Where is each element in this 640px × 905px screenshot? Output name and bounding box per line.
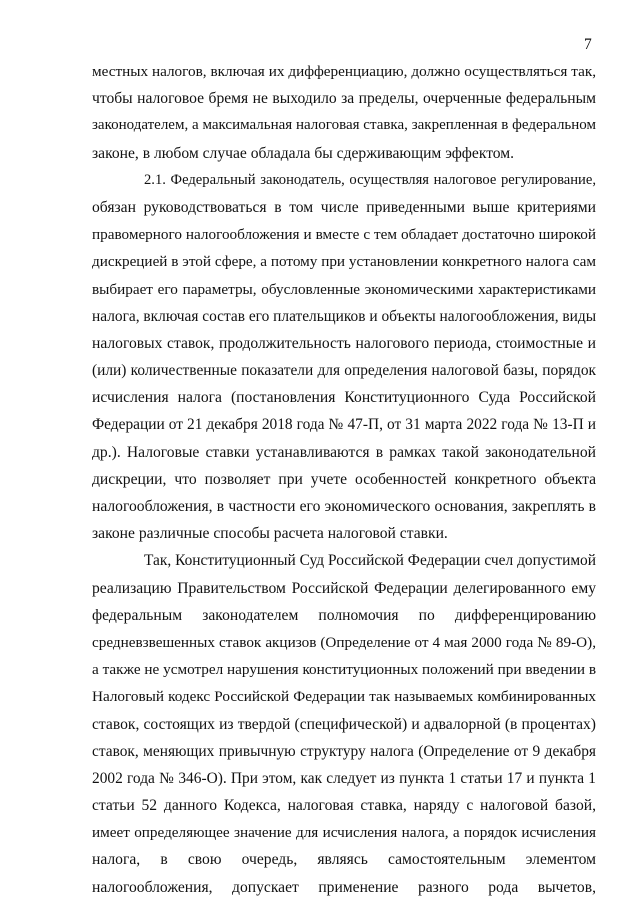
text-line: чтобы налоговое бремя не выходило за пределы, очерченные федеральным [92, 90, 596, 108]
text-line: Федерации от 21 декабря 2018 года № 47-П, от 31 марта 2022 года № 13-П и [92, 416, 596, 434]
text-line: налоговых ставок, продолжительность налогового периода, стоимостные и [92, 334, 596, 352]
text-line: федеральным законодателем полномочия по дифференцированию [92, 606, 596, 624]
text-line: 2.1. Федеральный законодатель, осуществляя налоговое регулирование, [144, 171, 596, 188]
text-line: имеет определяющее значение для исчисления налога, а порядок исчисления [92, 824, 596, 842]
text-line: а также не усмотрел нарушения конституционных положений при введении в [92, 661, 596, 679]
text-line: выбирает его параметры, обусловленные экономическими характеристиками [92, 280, 596, 298]
text-line: законе различные способы расчета налоговой ставки. [92, 525, 448, 543]
text-line: дискрецией в этой сфере, а потому при установлении конкретного налога сам [92, 253, 596, 271]
text-line: статьи 52 данного Кодекса, налоговая ставка, наряду с налоговой базой, [92, 797, 596, 815]
text-line: законе, в любом случае обладала бы сдерживающим эффектом. [92, 144, 515, 162]
text-line: реализацию Правительством Российской Федерации делегированного ему [92, 579, 596, 597]
text-line: 2002 года № 346-О). При этом, как следует из пункта 1 статьи 17 и пункта 1 [92, 769, 596, 787]
text-line: ставок, состоящих из твердой (специфической) и адвалорной (в процентах) [92, 715, 596, 733]
text-line: др.). Налоговые ставки устанавливаются в рамках такой законодательной [92, 443, 596, 461]
page-number: 7 [584, 36, 592, 53]
text-line: ставок, меняющих привычную структуру налога (Определение от 9 декабря [92, 742, 596, 760]
text-line: налогообложения, в частности его экономического основания, закреплять в [92, 498, 596, 515]
body-text [92, 58, 596, 901]
text-line: налогообложения, допускает применение разного рода вычетов, [92, 878, 596, 896]
text-line: местных налогов, включая их дифференциацию, должно осуществляться так, [92, 63, 596, 80]
text-line: Так, Конституционный Суд Российской Федерации счел допустимой [144, 552, 596, 570]
text-line: правомерного налогообложения и вместе с тем обладает достаточно широкой [92, 226, 596, 244]
text-line: средневзвешенных ставок акцизов (Определение от 4 мая 2000 года № 89-О), [92, 633, 596, 651]
text-line: законодателем, а максимальная налоговая ставка, закрепленная в федеральном [92, 117, 596, 134]
text-line: обязан руководствоваться в том числе приведенными выше критериями [92, 198, 596, 216]
text-line: Налоговый кодекс Российской Федерации так называемых комбинированных [92, 688, 596, 706]
text-line: (или) количественные показатели для определения налоговой базы, порядок [92, 362, 596, 380]
text-line: налога, в свою очередь, являясь самостоятельным элементом [92, 851, 596, 869]
text-line: дискреции, что позволяет при учете особенностей конкретного объекта [92, 470, 596, 488]
text-line: исчисления налога (постановления Конституционного Суда Российской [92, 389, 596, 407]
text-line: налога, включая состав его плательщиков и объекты налогообложения, виды [92, 307, 597, 325]
